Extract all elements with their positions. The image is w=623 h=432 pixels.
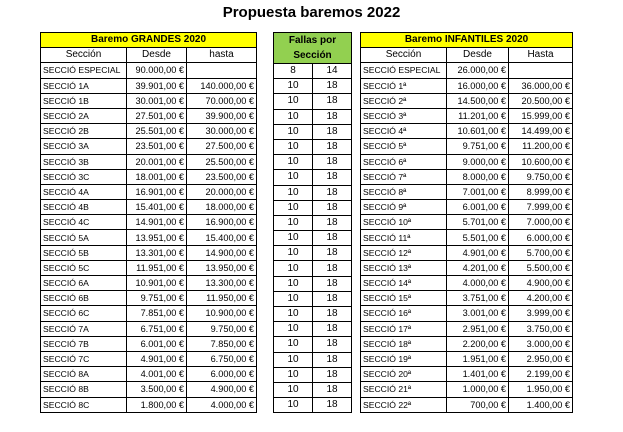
grandes-desde-cell: 30.001,00 € xyxy=(127,93,187,108)
grandes-seccion-cell: SECCIÓ 4A xyxy=(41,184,127,199)
infantiles-hasta-cell: 15.999,00 € xyxy=(509,108,573,123)
infantiles-desde-cell: 16.000,00 € xyxy=(447,78,509,93)
fallas-min-cell: 10 xyxy=(274,307,313,322)
page-title: Propuesta baremos 2022 xyxy=(222,4,401,21)
table-row xyxy=(274,307,352,322)
fallas-max-cell: 18 xyxy=(313,367,352,382)
fallas-header-line2: Sección xyxy=(293,50,332,61)
table-row xyxy=(361,276,573,291)
table-row xyxy=(361,215,573,230)
grandes-col-desde: Desde xyxy=(127,48,187,63)
table-row xyxy=(274,94,352,109)
infantiles-seccion-cell: SECCIÓ 5ª xyxy=(361,139,447,154)
fallas-min-cell: 10 xyxy=(274,337,313,352)
infantiles-desde-cell: 4.000,00 € xyxy=(447,276,509,291)
infantiles-header: Baremo INFANTILES 2020 xyxy=(361,33,573,48)
grandes-col-hasta: hasta xyxy=(187,48,257,63)
table-row xyxy=(274,124,352,139)
infantiles-seccion-cell: SECCIÓ ESPECIAL xyxy=(361,63,447,78)
grandes-seccion-cell: SECCIÓ 5C xyxy=(41,260,127,275)
grandes-seccion-cell: SECCIÓ 7B xyxy=(41,336,127,351)
grandes-hasta-cell: 27.500,00 € xyxy=(187,139,257,154)
table-row xyxy=(274,352,352,367)
infantiles-hasta-cell: 2.950,00 € xyxy=(509,351,573,366)
infantiles-seccion-cell: SECCIÓ 17ª xyxy=(361,321,447,336)
fallas-min-cell: 10 xyxy=(274,185,313,200)
grandes-desde-cell: 23.501,00 € xyxy=(127,139,187,154)
table-row xyxy=(274,291,352,306)
infantiles-desde-cell: 6.001,00 € xyxy=(447,200,509,215)
grandes-header-row xyxy=(41,33,257,48)
grandes-columns-row xyxy=(41,48,257,63)
fallas-max-cell: 18 xyxy=(313,337,352,352)
fallas-max-cell: 18 xyxy=(313,276,352,291)
infantiles-desde-cell: 9.000,00 € xyxy=(447,154,509,169)
table-row xyxy=(274,200,352,215)
infantiles-hasta-cell: 5.500,00 € xyxy=(509,260,573,275)
grandes-hasta-cell: 13.950,00 € xyxy=(187,260,257,275)
infantiles-desde-cell: 5.501,00 € xyxy=(447,230,509,245)
fallas-max-cell: 18 xyxy=(313,291,352,306)
infantiles-seccion-cell: SECCIÓ 8ª xyxy=(361,184,447,199)
table-row xyxy=(361,63,573,78)
table-row xyxy=(361,321,573,336)
infantiles-seccion-cell: SECCIÓ 7ª xyxy=(361,169,447,184)
table-row xyxy=(361,200,573,215)
grandes-hasta-cell: 4.900,00 € xyxy=(187,382,257,397)
table-row xyxy=(41,291,257,306)
fallas-min-cell: 10 xyxy=(274,367,313,382)
fallas-header-row xyxy=(274,33,352,64)
table-row xyxy=(361,230,573,245)
table-row xyxy=(41,245,257,260)
table-row xyxy=(274,185,352,200)
grandes-hasta-cell: 140.000,00 € xyxy=(187,78,257,93)
grandes-seccion-cell: SECCIÓ 6A xyxy=(41,276,127,291)
infantiles-hasta-cell: 8.999,00 € xyxy=(509,184,573,199)
table-row xyxy=(361,351,573,366)
infantiles-columns-row xyxy=(361,48,573,63)
grandes-desde-cell: 39.901,00 € xyxy=(127,78,187,93)
table-row xyxy=(274,155,352,170)
infantiles-hasta-cell: 36.000,00 € xyxy=(509,78,573,93)
infantiles-hasta-cell: 3.000,00 € xyxy=(509,336,573,351)
infantiles-seccion-cell: SECCIÓ 14ª xyxy=(361,276,447,291)
infantiles-header-row xyxy=(361,33,573,48)
infantiles-hasta-cell xyxy=(509,63,573,78)
grandes-desde-cell: 6.001,00 € xyxy=(127,336,187,351)
table-row xyxy=(41,154,257,169)
grandes-seccion-cell: SECCIÓ 6B xyxy=(41,291,127,306)
grandes-seccion-cell: SECCIÓ 5A xyxy=(41,230,127,245)
table-row xyxy=(361,245,573,260)
grandes-seccion-cell: SECCIÓ 2A xyxy=(41,108,127,123)
table-row xyxy=(274,246,352,261)
table-row xyxy=(361,169,573,184)
infantiles-col-hasta: Hasta xyxy=(509,48,573,63)
grandes-hasta-cell xyxy=(187,63,257,78)
fallas-min-cell: 10 xyxy=(274,246,313,261)
infantiles-desde-cell: 4.201,00 € xyxy=(447,260,509,275)
infantiles-desde-cell: 1.000,00 € xyxy=(447,382,509,397)
fallas-max-cell: 18 xyxy=(313,215,352,230)
grandes-hasta-cell: 23.500,00 € xyxy=(187,169,257,184)
table-row xyxy=(41,63,257,78)
fallas-min-cell: 10 xyxy=(274,139,313,154)
infantiles-desde-cell: 4.901,00 € xyxy=(447,245,509,260)
infantiles-hasta-cell: 4.900,00 € xyxy=(509,276,573,291)
grandes-desde-cell: 15.401,00 € xyxy=(127,200,187,215)
infantiles-seccion-cell: SECCIÓ 2ª xyxy=(361,93,447,108)
grandes-hasta-cell: 6.000,00 € xyxy=(187,367,257,382)
fallas-max-cell: 18 xyxy=(313,231,352,246)
infantiles-desde-cell: 26.000,00 € xyxy=(447,63,509,78)
grandes-desde-cell: 25.501,00 € xyxy=(127,124,187,139)
infantiles-hasta-cell: 7.999,00 € xyxy=(509,200,573,215)
grandes-seccion-cell: SECCIÓ 4C xyxy=(41,215,127,230)
table-row xyxy=(361,336,573,351)
grandes-seccion-cell: SECCIÓ 8A xyxy=(41,367,127,382)
table-row xyxy=(361,382,573,397)
table-row xyxy=(274,337,352,352)
infantiles-seccion-cell: SECCIÓ 18ª xyxy=(361,336,447,351)
infantiles-seccion-cell: SECCIÓ 11ª xyxy=(361,230,447,245)
grandes-desde-cell: 14.901,00 € xyxy=(127,215,187,230)
fallas-min-cell: 10 xyxy=(274,200,313,215)
table-row xyxy=(41,169,257,184)
fallas-min-cell: 10 xyxy=(274,322,313,337)
fallas-min-cell: 10 xyxy=(274,170,313,185)
infantiles-hasta-cell: 10.600,00 € xyxy=(509,154,573,169)
fallas-max-cell: 18 xyxy=(313,261,352,276)
grandes-hasta-cell: 16.900,00 € xyxy=(187,215,257,230)
infantiles-hasta-cell: 3.750,00 € xyxy=(509,321,573,336)
fallas-max-cell: 14 xyxy=(313,64,352,79)
fallas-max-cell: 18 xyxy=(313,200,352,215)
table-row xyxy=(41,397,257,412)
infantiles-col-seccion: Sección xyxy=(361,48,447,63)
table-row xyxy=(274,261,352,276)
table-row xyxy=(41,215,257,230)
grandes-hasta-cell: 20.000,00 € xyxy=(187,184,257,199)
fallas-max-cell: 18 xyxy=(313,185,352,200)
grandes-hasta-cell: 9.750,00 € xyxy=(187,321,257,336)
table-row xyxy=(41,367,257,382)
infantiles-desde-cell: 3.751,00 € xyxy=(447,291,509,306)
grandes-seccion-cell: SECCIÓ 5B xyxy=(41,245,127,260)
table-row xyxy=(361,397,573,412)
grandes-desde-cell: 20.001,00 € xyxy=(127,154,187,169)
infantiles-desde-cell: 11.201,00 € xyxy=(447,108,509,123)
infantiles-desde-cell: 14.500,00 € xyxy=(447,93,509,108)
grandes-seccion-cell: SECCIÓ 8B xyxy=(41,382,127,397)
infantiles-desde-cell: 2.200,00 € xyxy=(447,336,509,351)
infantiles-seccion-cell: SECCIÓ 21ª xyxy=(361,382,447,397)
table-row xyxy=(41,306,257,321)
grandes-hasta-cell: 18.000,00 € xyxy=(187,200,257,215)
fallas-min-cell: 10 xyxy=(274,276,313,291)
table-row xyxy=(274,322,352,337)
fallas-max-cell: 18 xyxy=(313,398,352,413)
table-row xyxy=(274,398,352,413)
fallas-min-cell: 10 xyxy=(274,291,313,306)
fallas-min-cell: 10 xyxy=(274,382,313,397)
infantiles-hasta-cell: 2.199,00 € xyxy=(509,367,573,382)
infantiles-desde-cell: 1.951,00 € xyxy=(447,351,509,366)
table-row xyxy=(274,231,352,246)
table-row xyxy=(41,124,257,139)
grandes-col-seccion: Sección xyxy=(41,48,127,63)
grandes-hasta-cell: 15.400,00 € xyxy=(187,230,257,245)
grandes-desde-cell: 16.901,00 € xyxy=(127,184,187,199)
infantiles-seccion-cell: SECCIÓ 3ª xyxy=(361,108,447,123)
grandes-desde-cell: 4.001,00 € xyxy=(127,367,187,382)
grandes-desde-cell: 13.951,00 € xyxy=(127,230,187,245)
table-row xyxy=(274,276,352,291)
table-row xyxy=(274,79,352,94)
grandes-desde-cell: 18.001,00 € xyxy=(127,169,187,184)
grandes-seccion-cell: SECCIÓ 1A xyxy=(41,78,127,93)
table-row xyxy=(361,154,573,169)
infantiles-hasta-cell: 1.950,00 € xyxy=(509,382,573,397)
infantiles-hasta-cell: 20.500,00 € xyxy=(509,93,573,108)
grandes-hasta-cell: 39.900,00 € xyxy=(187,108,257,123)
grandes-hasta-cell: 10.900,00 € xyxy=(187,306,257,321)
table-row xyxy=(274,367,352,382)
fallas-min-cell: 10 xyxy=(274,109,313,124)
grandes-desde-cell: 10.901,00 € xyxy=(127,276,187,291)
fallas-max-cell: 18 xyxy=(313,170,352,185)
grandes-hasta-cell: 13.300,00 € xyxy=(187,276,257,291)
table-row xyxy=(41,260,257,275)
infantiles-hasta-cell: 5.700,00 € xyxy=(509,245,573,260)
grandes-desde-cell: 6.751,00 € xyxy=(127,321,187,336)
grandes-seccion-cell: SECCIÓ 4B xyxy=(41,200,127,215)
fallas-min-cell: 10 xyxy=(274,79,313,94)
table-row xyxy=(361,306,573,321)
table-row xyxy=(361,139,573,154)
grandes-desde-cell: 4.901,00 € xyxy=(127,351,187,366)
fallas-max-cell: 18 xyxy=(313,124,352,139)
table-row xyxy=(361,260,573,275)
infantiles-hasta-cell: 9.750,00 € xyxy=(509,169,573,184)
fallas-max-cell: 18 xyxy=(313,322,352,337)
infantiles-seccion-cell: SECCIÓ 15ª xyxy=(361,291,447,306)
table-row xyxy=(274,139,352,154)
grandes-seccion-cell: SECCIÓ 8C xyxy=(41,397,127,412)
grandes-desde-cell: 7.851,00 € xyxy=(127,306,187,321)
fallas-max-cell: 18 xyxy=(313,109,352,124)
table-row xyxy=(41,184,257,199)
grandes-hasta-cell: 70.000,00 € xyxy=(187,93,257,108)
fallas-min-cell: 10 xyxy=(274,215,313,230)
fallas-header xyxy=(274,33,352,64)
grandes-hasta-cell: 25.500,00 € xyxy=(187,154,257,169)
grandes-desde-cell: 11.951,00 € xyxy=(127,260,187,275)
grandes-hasta-cell: 30.000,00 € xyxy=(187,124,257,139)
table-row xyxy=(41,139,257,154)
grandes-hasta-cell: 7.850,00 € xyxy=(187,336,257,351)
fallas-header-line1: Fallas por xyxy=(288,35,337,46)
infantiles-hasta-cell: 11.200,00 € xyxy=(509,139,573,154)
table-row xyxy=(274,170,352,185)
infantiles-seccion-cell: SECCIÓ 4ª xyxy=(361,124,447,139)
fallas-min-cell: 8 xyxy=(274,64,313,79)
infantiles-seccion-cell: SECCIÓ 12ª xyxy=(361,245,447,260)
table-row xyxy=(41,230,257,245)
infantiles-desde-cell: 3.001,00 € xyxy=(447,306,509,321)
fallas-table xyxy=(273,32,352,413)
grandes-hasta-cell: 14.900,00 € xyxy=(187,245,257,260)
table-row xyxy=(361,93,573,108)
table-row xyxy=(41,276,257,291)
table-row xyxy=(41,351,257,366)
infantiles-desde-cell: 10.601,00 € xyxy=(447,124,509,139)
table-row xyxy=(41,382,257,397)
table-row xyxy=(274,215,352,230)
grandes-desde-cell: 13.301,00 € xyxy=(127,245,187,260)
table-row xyxy=(41,336,257,351)
table-row xyxy=(361,124,573,139)
infantiles-seccion-cell: SECCIÓ 13ª xyxy=(361,260,447,275)
infantiles-hasta-cell: 14.499,00 € xyxy=(509,124,573,139)
infantiles-hasta-cell: 3.999,00 € xyxy=(509,306,573,321)
table-row xyxy=(274,64,352,79)
grandes-table xyxy=(40,32,257,413)
infantiles-desde-cell: 2.951,00 € xyxy=(447,321,509,336)
fallas-min-cell: 10 xyxy=(274,261,313,276)
infantiles-desde-cell: 9.751,00 € xyxy=(447,139,509,154)
infantiles-hasta-cell: 4.200,00 € xyxy=(509,291,573,306)
table-row xyxy=(361,108,573,123)
table-row xyxy=(274,382,352,397)
grandes-header: Baremo GRANDES 2020 xyxy=(41,33,257,48)
grandes-seccion-cell: SECCIÓ 6C xyxy=(41,306,127,321)
table-row xyxy=(41,78,257,93)
grandes-seccion-cell: SECCIÓ 3C xyxy=(41,169,127,184)
fallas-max-cell: 18 xyxy=(313,382,352,397)
infantiles-hasta-cell: 6.000,00 € xyxy=(509,230,573,245)
fallas-min-cell: 10 xyxy=(274,398,313,413)
table-row xyxy=(361,78,573,93)
infantiles-desde-cell: 8.000,00 € xyxy=(447,169,509,184)
table-row xyxy=(41,321,257,336)
grandes-seccion-cell: SECCIÓ 7A xyxy=(41,321,127,336)
grandes-desde-cell: 27.501,00 € xyxy=(127,108,187,123)
grandes-hasta-cell: 4.000,00 € xyxy=(187,397,257,412)
table-row xyxy=(41,93,257,108)
infantiles-seccion-cell: SECCIÓ 1ª xyxy=(361,78,447,93)
fallas-min-cell: 10 xyxy=(274,352,313,367)
infantiles-seccion-cell: SECCIÓ 20ª xyxy=(361,367,447,382)
fallas-min-cell: 10 xyxy=(274,94,313,109)
table-row xyxy=(361,184,573,199)
fallas-min-cell: 10 xyxy=(274,124,313,139)
fallas-max-cell: 18 xyxy=(313,307,352,322)
grandes-desde-cell: 90.000,00 € xyxy=(127,63,187,78)
grandes-desde-cell: 9.751,00 € xyxy=(127,291,187,306)
grandes-desde-cell: 1.800,00 € xyxy=(127,397,187,412)
fallas-max-cell: 18 xyxy=(313,352,352,367)
table-row xyxy=(41,200,257,215)
table-row xyxy=(274,109,352,124)
fallas-max-cell: 18 xyxy=(313,94,352,109)
infantiles-hasta-cell: 7.000,00 € xyxy=(509,215,573,230)
table-row xyxy=(361,367,573,382)
fallas-min-cell: 10 xyxy=(274,155,313,170)
grandes-seccion-cell: SECCIÓ 7C xyxy=(41,351,127,366)
grandes-seccion-cell: SECCIÓ 1B xyxy=(41,93,127,108)
infantiles-table xyxy=(360,32,573,413)
grandes-seccion-cell: SECCIÓ 3A xyxy=(41,139,127,154)
table-row xyxy=(41,108,257,123)
infantiles-seccion-cell: SECCIÓ 22ª xyxy=(361,397,447,412)
infantiles-desde-cell: 1.401,00 € xyxy=(447,367,509,382)
infantiles-col-desde: Desde xyxy=(447,48,509,63)
grandes-hasta-cell: 11.950,00 € xyxy=(187,291,257,306)
fallas-max-cell: 18 xyxy=(313,155,352,170)
infantiles-seccion-cell: SECCIÓ 16ª xyxy=(361,306,447,321)
grandes-seccion-cell: SECCIÓ 2B xyxy=(41,124,127,139)
infantiles-hasta-cell: 1.400,00 € xyxy=(509,397,573,412)
infantiles-desde-cell: 700,00 € xyxy=(447,397,509,412)
infantiles-desde-cell: 7.001,00 € xyxy=(447,184,509,199)
table-row xyxy=(361,291,573,306)
infantiles-seccion-cell: SECCIÓ 10ª xyxy=(361,215,447,230)
grandes-seccion-cell: SECCIÓ ESPECIAL xyxy=(41,63,127,78)
fallas-min-cell: 10 xyxy=(274,231,313,246)
grandes-desde-cell: 3.500,00 € xyxy=(127,382,187,397)
fallas-max-cell: 18 xyxy=(313,139,352,154)
fallas-max-cell: 18 xyxy=(313,79,352,94)
infantiles-seccion-cell: SECCIÓ 9ª xyxy=(361,200,447,215)
infantiles-seccion-cell: SECCIÓ 19ª xyxy=(361,351,447,366)
grandes-hasta-cell: 6.750,00 € xyxy=(187,351,257,366)
fallas-max-cell: 18 xyxy=(313,246,352,261)
infantiles-desde-cell: 5.701,00 € xyxy=(447,215,509,230)
grandes-seccion-cell: SECCIÓ 3B xyxy=(41,154,127,169)
infantiles-seccion-cell: SECCIÓ 6ª xyxy=(361,154,447,169)
